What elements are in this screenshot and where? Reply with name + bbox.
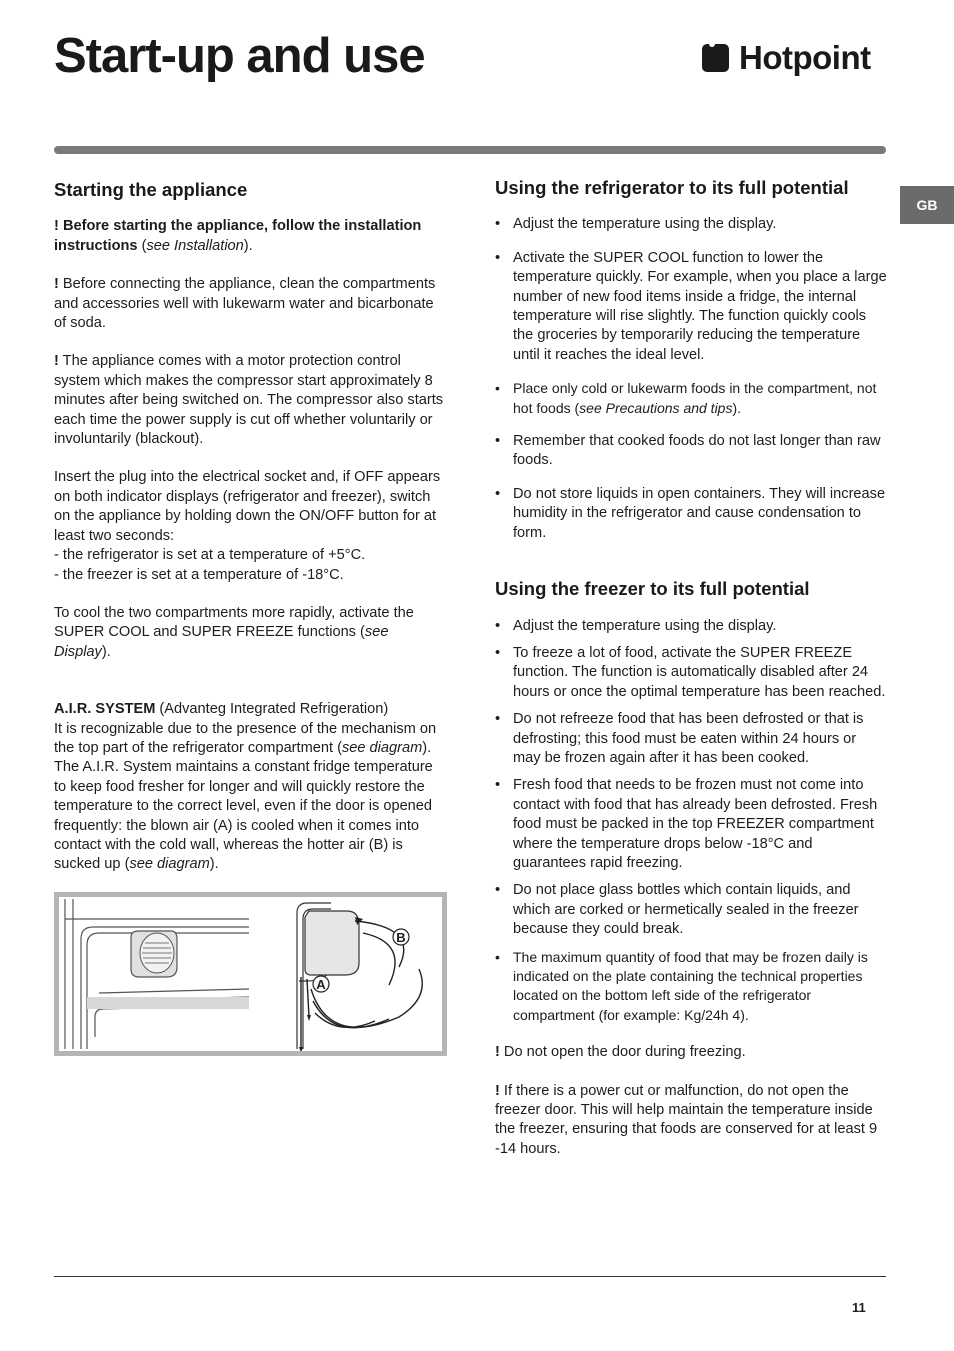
list-item: • The maximum quantity of food that may be frozen daily is indicated on the plate containing the technical properties located on the bottom left side of the refrigerator compartment (for example: Kg/24h 4).	[495, 948, 887, 1026]
left-column	[54, 180, 449, 894]
freezer-tips-list	[495, 617, 887, 1026]
header-rule	[54, 146, 886, 154]
paragraph-motor-protection: ! The appliance comes with a motor protection control system which makes the compressor start approximately 8 minutes after being switched on. The compressor also starts each time the power supply is cut off whether voluntarily or involuntarily (blackout).	[54, 353, 444, 448]
warning-mark: !	[54, 218, 59, 235]
section-heading-freezer: Using the freezer to its full potential	[495, 578, 810, 600]
list-item: • Adjust the temperature using the display.	[495, 215, 887, 234]
paragraph-install-warning: ! Before starting the appliance, follow the installation instructions (see Installation).	[54, 218, 422, 254]
section-heading-refrigerator: Using the refrigerator to its full potential	[495, 177, 849, 198]
diagram-label-b: B	[396, 930, 406, 945]
list-item: • Activate the SUPER COOL function to lower the temperature quickly. For example, when you place a large number of new food items inside a fridge, the internal temperature will rise slightly. The function quickly cools the groceries by temporarily reducing the temperature until it reaches the ideal level.	[495, 249, 887, 365]
list-item: • Do not refreeze food that has been defrosted or that is defrosting; this food must be eaten within 24 hours or may be frozen again after it has been cooked.	[495, 710, 887, 768]
diagram-label-a: A	[316, 977, 326, 992]
air-system-title: A.I.R. SYSTEM	[54, 701, 156, 718]
warning-mark: !	[495, 1044, 500, 1061]
display-reference: see Display	[54, 624, 389, 660]
install-warning-bold: Before starting the appliance, follow the installation instructions	[54, 218, 422, 254]
page-title: Start-up and use	[54, 29, 425, 83]
paragraph-super-functions: To cool the two compartments more rapidly, activate the SUPER COOL and SUPER FREEZE functions (see Display).	[54, 604, 414, 660]
page-number: 11	[852, 1300, 866, 1315]
footer-rule	[54, 1276, 886, 1277]
air-system-diagram	[54, 892, 447, 1056]
section-heading-starting: Starting the appliance	[54, 179, 248, 200]
right-column	[495, 178, 887, 1178]
list-item: • To freeze a lot of food, activate the SUPER FREEZE function. The function is automatically disabled after 24 hours or once the optimal temperature has been reached.	[495, 644, 887, 702]
paragraph-clean-warning: ! Before connecting the appliance, clean the compartments and accessories well with lukewarm water and bicarbonate of soda.	[54, 276, 436, 332]
list-item: • Adjust the temperature using the display.	[495, 617, 887, 636]
hotpoint-logo-icon	[702, 44, 729, 72]
list-item: • Do not store liquids in open containers. They will increase humidity in the refrigerator and cause condensation to form.	[495, 485, 887, 543]
note-door-freezing: ! Do not open the door during freezing.	[495, 1044, 746, 1061]
list-item: • Place only cold or lukewarm foods in the compartment, not hot foods (see Precautions and tips).	[495, 379, 887, 418]
language-tab: GB	[900, 186, 954, 224]
paragraph-air-system: A.I.R. SYSTEM (Advanteg Integrated Refrigeration) It is recognizable due to the presence of the mechanism on the top part of the refrigerator compartment (see diagram). The A.I.R. System maintains a constant fridge temperature to keep food fresher for longer and will quickly restore the temperature to the correct level, even if the door is opened frequently: the blown air (A) is cooled when it comes into contact with the cold wall, whereas the hotter air (B) is sucked up (see diagram).	[54, 701, 437, 873]
air-system-illustration	[59, 897, 442, 1051]
brand-name: Hotpoint	[739, 39, 871, 76]
hotpoint-logo	[702, 40, 871, 76]
refrigerator-tips-list	[495, 215, 887, 543]
paragraph-switch-on: Insert the plug into the electrical socket and, if OFF appears on both indicator displays (refrigerator and freezer), switch on the appliance by holding down the ON/OFF button for at least two seconds: - the refrigerator is set at a temperature of +5°C. - the freezer is set at a temperature of -18°C.	[54, 469, 441, 583]
list-item: • Remember that cooked foods do not last longer than raw foods.	[495, 432, 887, 471]
warning-mark: !	[54, 276, 59, 293]
note-power-cut: ! If there is a power cut or malfunction, do not open the freezer door. This will help maintain the temperature inside the freezer, ensuring that foods are conserved for at least 9 -14 hours.	[495, 1082, 878, 1157]
precautions-reference: see Precautions and tips	[579, 399, 733, 416]
fan-unit	[131, 931, 177, 977]
list-item: • Fresh food that needs to be frozen must not come into contact with food that has already been defrosted. Fresh food must be packed in the top FREEZER compartment where the temperature drops below -18°C and guarantees rapid freezing.	[495, 776, 887, 873]
warning-mark: !	[54, 353, 59, 370]
install-reference: see Installation	[146, 237, 244, 254]
list-item: • Do not place glass bottles which contain liquids, and which are corked or hermetically sealed in the freezer because they could break.	[495, 881, 887, 939]
warning-mark: !	[495, 1082, 500, 1099]
